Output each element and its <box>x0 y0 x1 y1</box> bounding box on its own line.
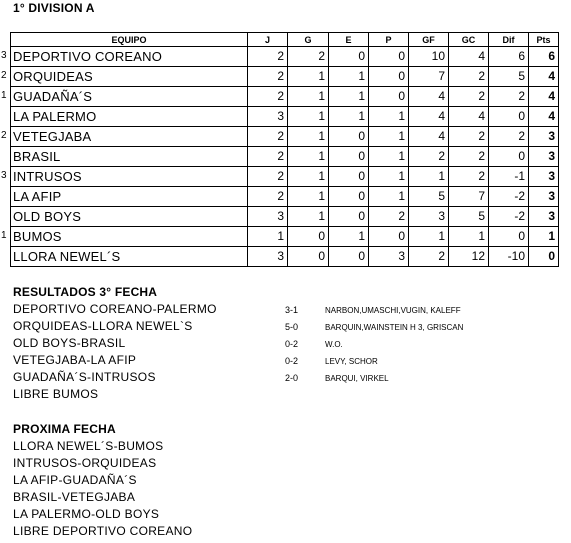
stat-cell-gf: 4 <box>409 87 449 107</box>
result-score: 0-2 <box>285 339 299 349</box>
stat-cell-p: 1 <box>369 167 409 187</box>
stat-cell-g: 1 <box>288 187 329 207</box>
stat-cell-p: 1 <box>369 127 409 147</box>
stat-cell-e: 1 <box>329 67 369 87</box>
stat-cell-g: 1 <box>288 67 329 87</box>
stat-cell-gf: 1 <box>409 227 449 247</box>
stat-cell-j: 2 <box>248 87 288 107</box>
stat-cell-gc: 2 <box>449 167 489 187</box>
stat-cell-p: 0 <box>369 67 409 87</box>
stat-cell-p: 1 <box>369 147 409 167</box>
stat-cell-gc: 2 <box>449 67 489 87</box>
stat-cell-gc: 7 <box>449 187 489 207</box>
result-libre: LIBRE BUMOS <box>13 387 99 401</box>
stat-cell-gc: 2 <box>449 147 489 167</box>
stat-cell-pts: 0 <box>529 247 559 267</box>
table-row <box>11 167 559 187</box>
stat-cell-j: 2 <box>248 67 288 87</box>
next-fixture: LA AFIP-GUADAÑA´S <box>13 473 137 487</box>
stat-cell-g: 2 <box>288 47 329 67</box>
stat-cell-e: 0 <box>329 147 369 167</box>
stat-cell-dif: -2 <box>489 187 529 207</box>
stat-cell-dif: -2 <box>489 207 529 227</box>
table-row <box>11 127 559 147</box>
stat-cell-pts: 3 <box>529 207 559 227</box>
team-name-cell: LA AFIP <box>11 187 248 207</box>
stat-cell-gf: 4 <box>409 127 449 147</box>
stat-cell-gf: 1 <box>409 167 449 187</box>
stat-cell-g: 0 <box>288 247 329 267</box>
table-row <box>11 247 559 267</box>
stat-cell-p: 0 <box>369 227 409 247</box>
row-side-number: 1 <box>1 90 7 101</box>
stat-cell-e: 0 <box>329 127 369 147</box>
results-title: RESULTADOS 3° FECHA <box>13 285 158 299</box>
table-row <box>11 187 559 207</box>
stat-cell-dif: 0 <box>489 147 529 167</box>
stat-cell-g: 1 <box>288 147 329 167</box>
stat-cell-pts: 6 <box>529 47 559 67</box>
stat-cell-e: 0 <box>329 167 369 187</box>
stat-cell-dif: 6 <box>489 47 529 67</box>
stat-cell-j: 2 <box>248 187 288 207</box>
standings-table <box>10 32 559 267</box>
team-name-cell: VETEGJABA <box>11 127 248 147</box>
table-row <box>11 107 559 127</box>
stat-cell-gf: 3 <box>409 207 449 227</box>
stat-cell-e: 1 <box>329 87 369 107</box>
next-fixture: LLORA NEWEL´S-BUMOS <box>13 439 164 453</box>
stat-cell-dif: 0 <box>489 227 529 247</box>
header-j: J <box>248 33 288 47</box>
stat-cell-gf: 10 <box>409 47 449 67</box>
result-match: GUADAÑA´S-INTRUSOS <box>13 370 156 384</box>
stat-cell-gc: 4 <box>449 47 489 67</box>
stat-cell-dif: 2 <box>489 87 529 107</box>
stat-cell-dif: -1 <box>489 167 529 187</box>
next-fixture: INTRUSOS-ORQUIDEAS <box>13 456 157 470</box>
next-fixture: LIBRE DEPORTIVO COREANO <box>13 524 193 538</box>
stat-cell-gc: 12 <box>449 247 489 267</box>
stat-cell-pts: 3 <box>529 187 559 207</box>
header-gc: GC <box>449 33 489 47</box>
table-row <box>11 67 559 87</box>
stat-cell-g: 1 <box>288 207 329 227</box>
stat-cell-gf: 2 <box>409 147 449 167</box>
result-scorers: W.O. <box>325 340 343 349</box>
table-row <box>11 47 559 67</box>
stat-cell-gf: 5 <box>409 187 449 207</box>
stat-cell-pts: 4 <box>529 107 559 127</box>
result-score: 3-1 <box>285 305 299 315</box>
stat-cell-j: 3 <box>248 107 288 127</box>
stat-cell-g: 1 <box>288 87 329 107</box>
table-row <box>11 207 559 227</box>
stat-cell-j: 2 <box>248 127 288 147</box>
table-row <box>11 147 559 167</box>
stat-cell-j: 1 <box>248 227 288 247</box>
team-name-cell: GUADAÑA´S <box>11 87 248 107</box>
stat-cell-gf: 2 <box>409 247 449 267</box>
row-side-number: 3 <box>1 170 7 181</box>
stat-cell-g: 0 <box>288 227 329 247</box>
stat-cell-j: 2 <box>248 167 288 187</box>
result-match: OLD BOYS-BRASIL <box>13 336 126 350</box>
team-name-cell: DEPORTIVO COREANO <box>11 47 248 67</box>
stat-cell-g: 1 <box>288 127 329 147</box>
stat-cell-p: 3 <box>369 247 409 267</box>
stat-cell-g: 1 <box>288 107 329 127</box>
stat-cell-p: 0 <box>369 87 409 107</box>
result-scorers: NARBON,UMASCHI,VUGIN, KALEFF <box>325 306 461 315</box>
next-fixture: BRASIL-VETEGJABA <box>13 490 136 504</box>
result-score: 5-0 <box>285 322 299 332</box>
stat-cell-e: 1 <box>329 227 369 247</box>
stat-cell-j: 2 <box>248 47 288 67</box>
header-g: G <box>288 33 329 47</box>
stat-cell-pts: 4 <box>529 87 559 107</box>
result-match: DEPORTIVO COREANO-PALERMO <box>13 302 217 316</box>
stat-cell-j: 3 <box>248 207 288 227</box>
team-name-cell: INTRUSOS <box>11 167 248 187</box>
result-match: ORQUIDEAS-LLORA NEWEL`S <box>13 319 193 333</box>
stat-cell-pts: 3 <box>529 167 559 187</box>
team-name-cell: BUMOS <box>11 227 248 247</box>
stat-cell-p: 0 <box>369 47 409 67</box>
stat-cell-e: 1 <box>329 107 369 127</box>
header-equipo: EQUIPO <box>11 33 248 47</box>
stat-cell-gc: 2 <box>449 87 489 107</box>
header-dif: Dif <box>489 33 529 47</box>
table-row <box>11 87 559 107</box>
stat-cell-gc: 4 <box>449 107 489 127</box>
next-fixture: LA PALERMO-OLD BOYS <box>13 507 160 521</box>
team-name-cell: ORQUIDEAS <box>11 67 248 87</box>
stat-cell-p: 1 <box>369 107 409 127</box>
row-side-number: 1 <box>1 230 7 241</box>
header-p: P <box>369 33 409 47</box>
stat-cell-pts: 1 <box>529 227 559 247</box>
stat-cell-p: 1 <box>369 187 409 207</box>
header-e: E <box>329 33 369 47</box>
next-round-title: PROXIMA FECHA <box>13 422 116 436</box>
stat-cell-pts: 3 <box>529 147 559 167</box>
stat-cell-e: 0 <box>329 207 369 227</box>
stat-cell-dif: 5 <box>489 67 529 87</box>
page-title: 1° DIVISION A <box>13 1 95 15</box>
stat-cell-pts: 4 <box>529 67 559 87</box>
result-scorers: BARQUIN,WAINSTEIN H 3, GRISCAN <box>325 323 464 332</box>
stat-cell-gf: 4 <box>409 107 449 127</box>
result-scorers: LEVY, SCHOR <box>325 357 378 366</box>
row-side-number: 3 <box>1 50 7 61</box>
table-row <box>11 227 559 247</box>
team-name-cell: LLORA NEWEL´S <box>11 247 248 267</box>
stat-cell-g: 1 <box>288 167 329 187</box>
stat-cell-dif: 2 <box>489 127 529 147</box>
row-side-number: 2 <box>1 130 7 141</box>
header-gf: GF <box>409 33 449 47</box>
row-side-number: 2 <box>1 70 7 81</box>
table-header-row <box>11 33 559 47</box>
stat-cell-gc: 1 <box>449 227 489 247</box>
team-name-cell: BRASIL <box>11 147 248 167</box>
result-scorers: BARQUI, VIRKEL <box>325 374 389 383</box>
stat-cell-gc: 5 <box>449 207 489 227</box>
result-score: 2-0 <box>285 373 299 383</box>
stat-cell-gf: 7 <box>409 67 449 87</box>
stat-cell-e: 0 <box>329 47 369 67</box>
team-name-cell: OLD BOYS <box>11 207 248 227</box>
stat-cell-e: 0 <box>329 187 369 207</box>
stat-cell-dif: -10 <box>489 247 529 267</box>
stat-cell-p: 2 <box>369 207 409 227</box>
header-pts: Pts <box>529 33 559 47</box>
stat-cell-j: 2 <box>248 147 288 167</box>
result-score: 0-2 <box>285 356 299 366</box>
stat-cell-gc: 2 <box>449 127 489 147</box>
stat-cell-pts: 3 <box>529 127 559 147</box>
stat-cell-j: 3 <box>248 247 288 267</box>
stat-cell-e: 0 <box>329 247 369 267</box>
result-match: VETEGJABA-LA AFIP <box>13 353 137 367</box>
stat-cell-dif: 0 <box>489 107 529 127</box>
team-name-cell: LA PALERMO <box>11 107 248 127</box>
